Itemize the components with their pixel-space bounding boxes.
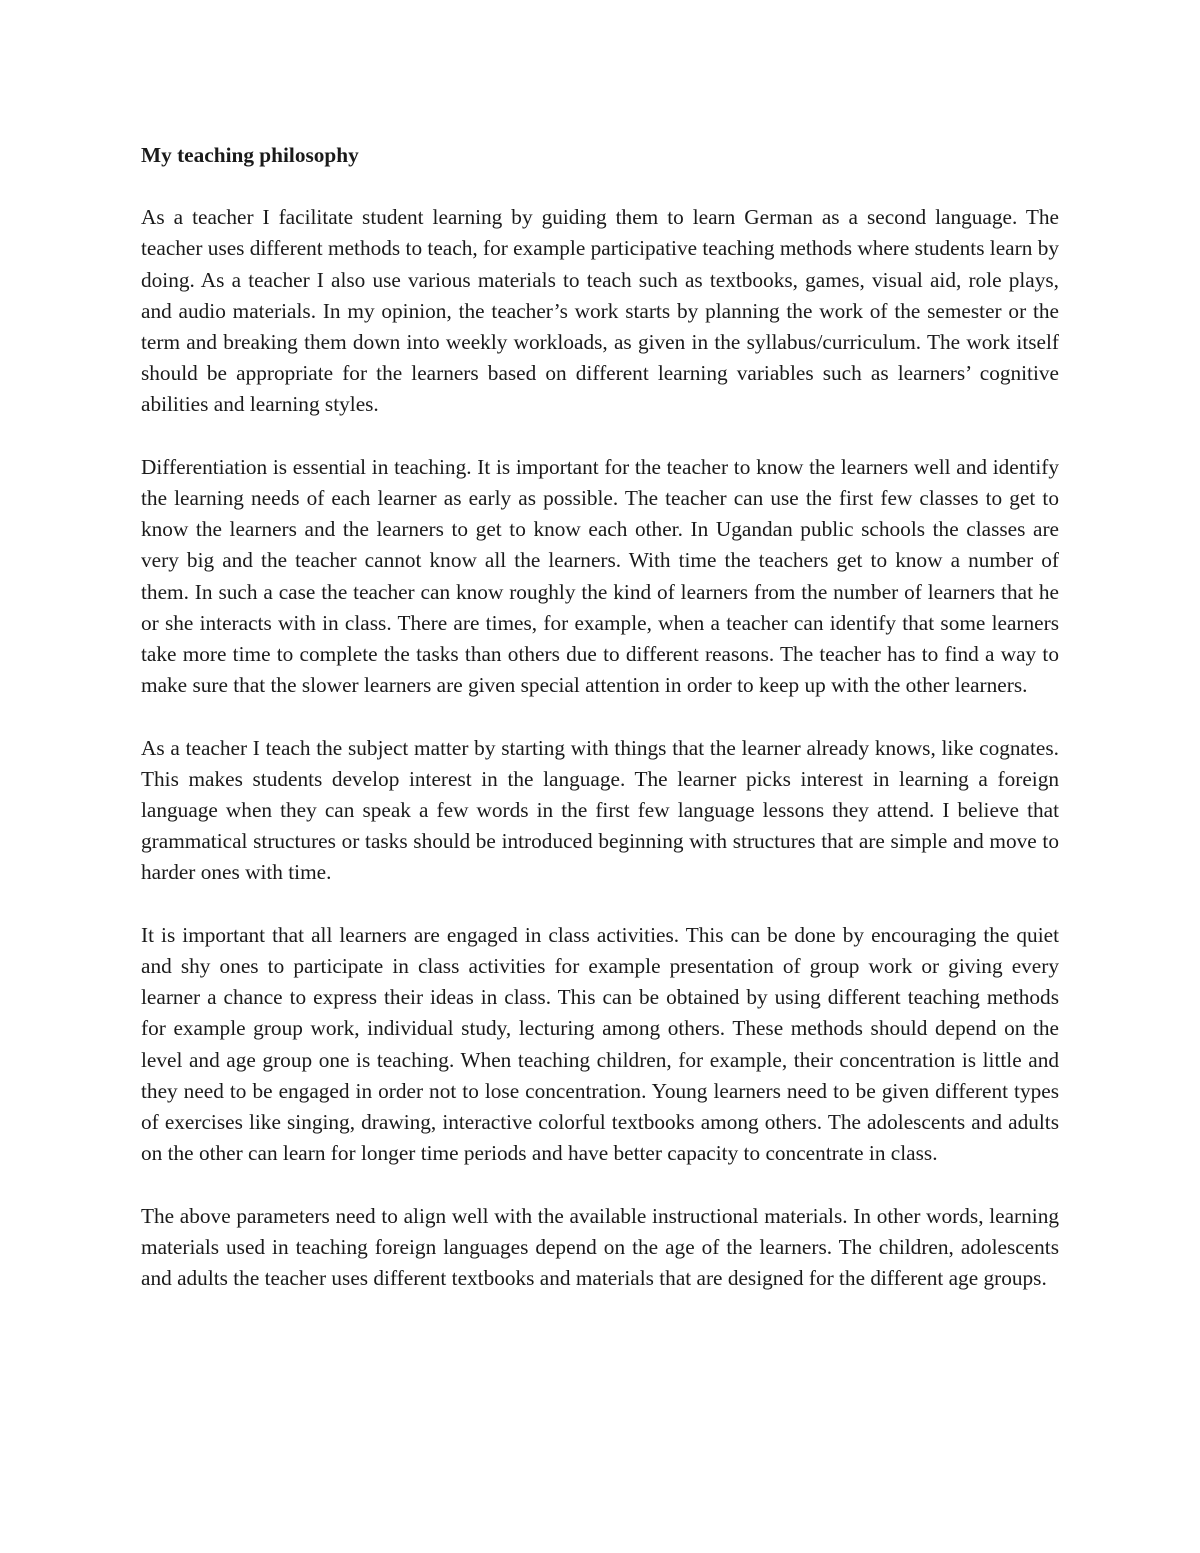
document-title: My teaching philosophy xyxy=(141,143,359,167)
paragraph-1: As a teacher I facilitate student learning by guiding them to learn German as a second language. The teacher uses different methods to teach, for example participative teaching methods where students learn by doing. As a teacher I also use various materials to teach such as textbooks, games, visual aid, role plays, and audio materials. In my opinion, the teacher’s work starts by planning the work of the semester or the term and breaking them down into weekly workloads, as given in the syllabus/curriculum. The work itself should be appropriate for the learners based on different learning variables such as learners’ cognitive abilities and learning styles. xyxy=(141,205,1059,417)
paragraph-2: Differentiation is essential in teaching. It is important for the teacher to know the learners well and identify the learning needs of each learner as early as possible. The teacher can use the first few classes to get to know the learners and the learners to get to know each other. In Ugandan public schools the classes are very big and the teacher cannot know all the learners. With time the teachers get to know a number of them. In such a case the teacher can know roughly the kind of learners from the number of learners that he or she interacts with in class. There are times, for example, when a teacher can identify that some learners take more time to complete the tasks than others due to different reasons. The teacher has to find a way to make sure that the slower learners are given special attention in order to keep up with the other learners. xyxy=(141,454,1059,698)
paragraph-4: It is important that all learners are engaged in class activities. This can be done by encouraging the quiet and shy ones to participate in class activities for example presentation of group work or giving every learner a chance to express their ideas in class. This can be obtained by using different teaching methods for example group work, individual study, lecturing among others. These methods should depend on the level and age group one is teaching. When teaching children, for example, their concentration is little and they need to be engaged in order not to lose concentration. Young learners need to be given different types of exercises like singing, drawing, interactive colorful textbooks among others. The adolescents and adults on the other can learn for longer time periods and have better capacity to concentrate in class. xyxy=(141,922,1059,1166)
paragraph-5: The above parameters need to align well with the available instructional materials. In other words, learning materials used in teaching foreign languages depend on the age of the learners. The children, adolescents and adults the teacher uses different textbooks and materials that are designed for the different age groups. xyxy=(141,1203,1059,1291)
paragraph-3: As a teacher I teach the subject matter by starting with things that the learner already knows, like cognates. This makes students develop interest in the language. The learner picks interest in learning a foreign language when they can speak a few words in the first few language lessons they attend. I believe that grammatical structures or tasks should be introduced beginning with structures that are simple and move to harder ones with time. xyxy=(141,735,1059,885)
document-body xyxy=(141,140,1059,1325)
